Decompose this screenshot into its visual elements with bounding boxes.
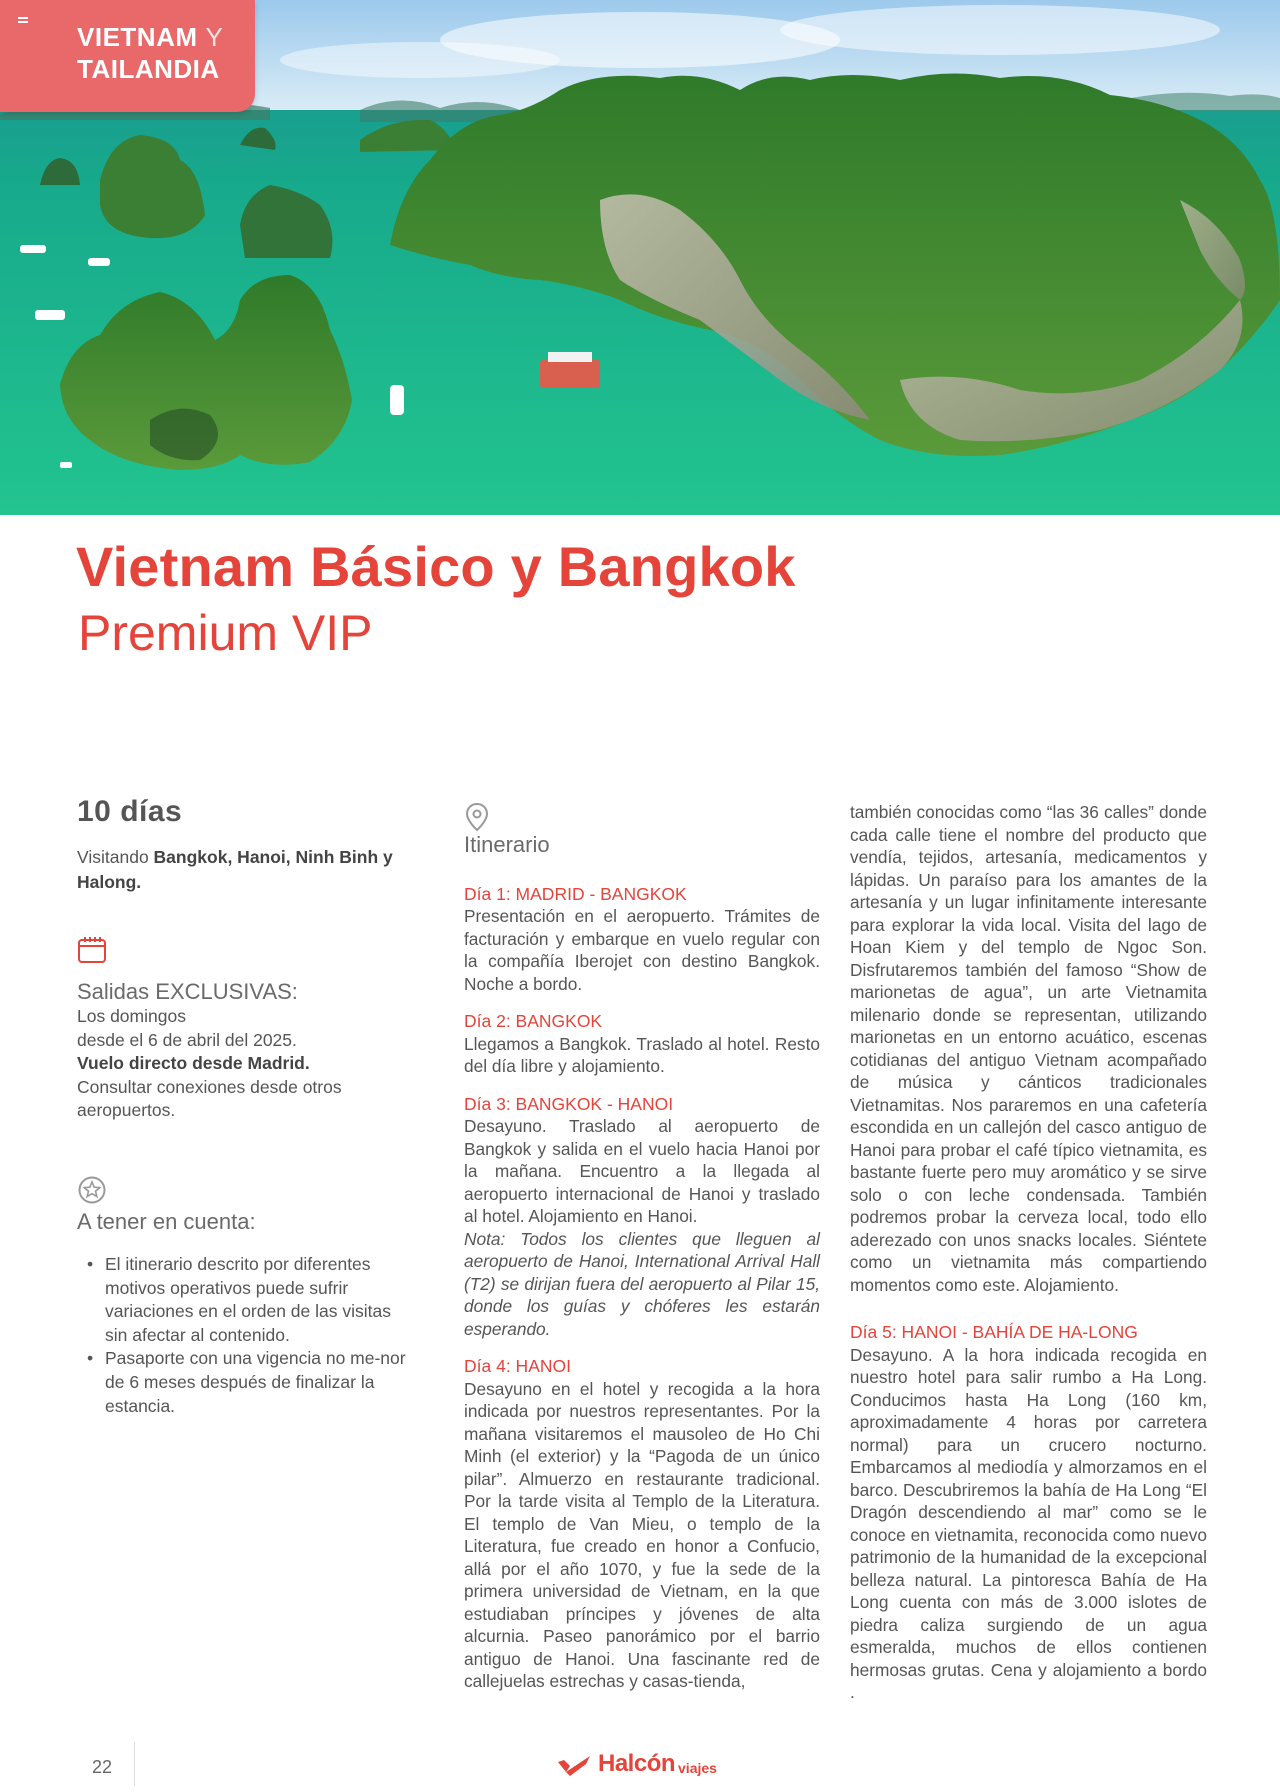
salidas-line: desde el 6 de abril del 2025. (77, 1029, 297, 1050)
salidas-details (77, 1005, 417, 1123)
day4-text: Desayuno en el hotel y recogida a la hora indicada por nuestros representantes. Por la mañana visitaremos el mausoleo de Ho Chi Minh (el exterior) y la “Pagoda de un único pilar”. Almuerzo en restaurante tradicional. Por la tarde visita al Templo de la Literatura. El templo de Van Mieu, o templo de la Literatura, fue creado en honor a Confucio, allá por el año 1070, y fue la sede de la primera universidad de Vietnam, en la que estudiaban príncipes y jóvenes de alta alcurnia. Paseo panorámico por el barrio antiguo de Hanoi. Una fascinante red de callejuelas estrechas y casas-tienda, (464, 1378, 820, 1691)
day3-note: Nota: Todos los clientes que lleguen al aeropuerto de Hanoi, International Arrival Hall (T2) se dirijan fuera del aeropuerto al Pilar 15, donde los guías y chóferes les estarán esperando. (464, 1228, 820, 1339)
day5-title: Día 5: HANOI - BAHÍA DE HA-LONG (850, 1322, 1138, 1342)
brand-name: Halcón (598, 1750, 676, 1777)
day4-text-continued: también conocidas como “las 36 calles” donde cada calle tiene el nombre del producto que vendía, tejidos, artesanía, medicamentos y lápidas. Un paraíso para los amantes de la artesanía y un lugar infinitamente interesante para explorar la vida local. Visita del lago de Hoan Kiem y del templo de Ngoc Son. Disfrutaremos también del famoso “Show de marionetas de agua”, un arte Vietnamita milenario donde se representan, utilizando marionetas en un entorno acuático, escenas cotidianas del antiguo Vietnam acompañado de música y cánticos tradicionales Vietnamitas. Nos pararemos en una cafetería escondida en un callejón del casco antiguo de Hanoi para probar el café típico vietnamita, es bastante fuerte pero muy aromático y se sirve solo o con leche condensada. También podremos probar la cerveza local, todo ello aderezado con unos snacks locales. Siéntete como un vietnamita más compartiendo momentos como este. Alojamiento. (850, 802, 1207, 1295)
day2-text: Llegamos a Bangkok. Traslado al hotel. Resto del día libre y alojamiento. (464, 1033, 820, 1076)
footer-divider (134, 1742, 135, 1786)
calendar-icon (77, 935, 107, 965)
day3-text: Desayuno. Traslado al aeropuerto de Bangkok y salida en el vuelo hacia Hanoi por la mañana. Encuentro a la llegada al aeropuerto internacional de Hanoi y traslado al hotel. Alojamiento en Hanoi. (464, 1116, 820, 1226)
tag-line1: VIETNAM Y (77, 22, 224, 52)
day5-text: Desayuno. A la hora indicada recogida en nuestro hotel para salir rumbo a Ha Long. Conducimos hasta Ha Long (160 km, aproximadamente 4 horas por carretera normal) para un crucero nocturno. Embarcamos al mediodía y almorzamos en el barco. Descubriremos la bahía de Ha Long “El Dragón descendiendo al mar” como se le conoce en vietnamita, reconocida como nuevo patrimonio de la humanidad de la excepcional belleza natural. La pintoresca Bahía de Ha Long cuenta con más de 3.000 islotes de piedra caliza surgiendo de un agua esmeralda, muchos de ellos contienen hermosas grutas. Cena y alojamiento a bordo . (850, 1344, 1207, 1702)
day3-title: Día 3: BANGKOK - HANOI (464, 1093, 674, 1114)
star-badge-icon (77, 1175, 107, 1205)
itinerary-column-2 (850, 801, 1207, 1704)
brand-suffix: viajes (678, 1760, 717, 1776)
day1-title: Día 1: MADRID - BANGKOK (464, 883, 687, 904)
itinerary-column-1 (464, 802, 820, 1693)
location-pin-icon (464, 802, 490, 832)
list-item: • Pasaporte con una vigencia no me-nor de 6 meses después de finalizar la estancia. (87, 1347, 412, 1418)
page-number: 22 (92, 1757, 113, 1777)
salidas-line: Los domingos (77, 1006, 186, 1026)
salidas-line: Consultar conexiones desde otros (77, 1076, 342, 1097)
day2-title: Día 2: BANGKOK (464, 1011, 603, 1031)
halcon-wing-icon (556, 1754, 594, 1778)
destination-tag (0, 0, 255, 112)
menu-icon[interactable] (18, 17, 28, 25)
trip-summary (77, 795, 417, 1416)
day4-title: Día 4: HANOI (464, 1356, 571, 1376)
salidas-title: Salidas EXCLUSIVAS: (77, 979, 298, 1004)
day1-text: Presentación en el aeropuerto. Trámites de facturación y embarque en vuelo regular con la compañía Iberojet con destino Bangkok. Noche a bordo. (464, 906, 820, 994)
tag-line2: TAILANDIA (77, 54, 220, 84)
notes-title: A tener en cuenta: (77, 1209, 256, 1234)
notes-list (87, 1253, 412, 1418)
list-item: • El itinerario descrito por diferentes motivos operativos puede sufrir variaciones en el orden de las visitas sin afectar al contenido. (87, 1253, 412, 1347)
brand-logo (556, 1750, 717, 1778)
page-subtitle: Premium VIP (78, 605, 373, 661)
page-title: Vietnam Básico y Bangkok (76, 535, 796, 598)
salidas-line: aeropuertos. (77, 1100, 176, 1120)
trip-duration: 10 días (77, 795, 183, 828)
itinerary-label: Itinerario (464, 832, 550, 857)
salidas-flight: Vuelo directo desde Madrid. (77, 1053, 310, 1073)
visit-text: Visitando Bangkok, Hanoi, Ninh Binh y Halong. (77, 847, 393, 892)
